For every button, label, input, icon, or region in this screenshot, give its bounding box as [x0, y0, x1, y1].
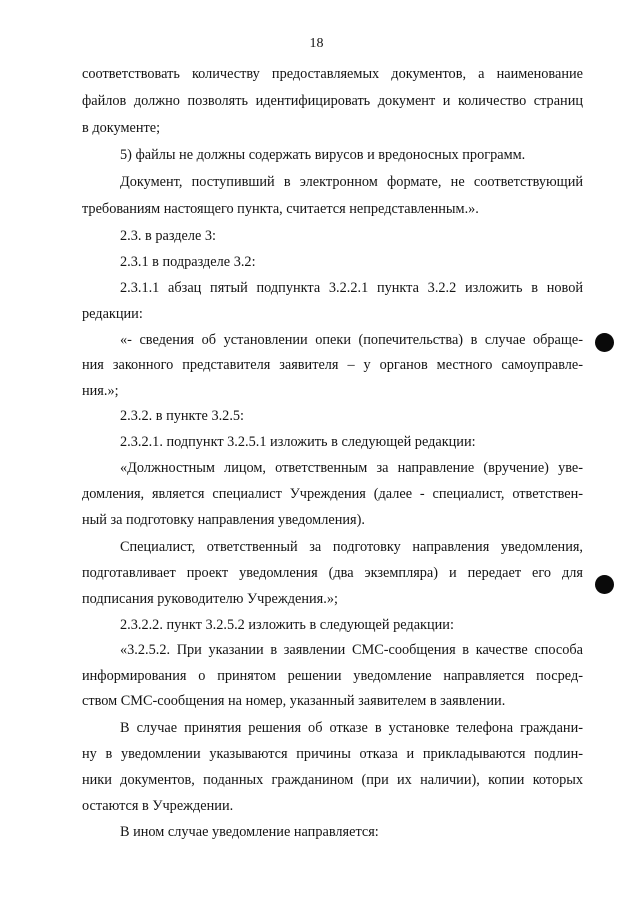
text-line: ники документов, поданных гражданином (при их наличии), копии которых — [82, 772, 583, 788]
text-line: остаются в Учреждении. — [82, 798, 234, 814]
text-line: ный за подготовку направления уведомления). — [82, 512, 365, 528]
text-line: соответствовать количеству предоставляемых документов, а наименование — [82, 66, 583, 82]
text-line: подготавливает проект уведомления (два экземпляра) и передает его для — [82, 565, 583, 581]
text-line: 2.3. в разделе 3: — [120, 228, 217, 244]
text-line: «- сведения об установлении опеки (попечительства) в случае обраще- — [120, 332, 583, 348]
text-line: ния законного представителя заявителя – у органов местного самоуправле- — [82, 357, 583, 373]
text-line: ну в уведомлении указываются причины отказа и прикладываются подлин- — [82, 746, 583, 762]
text-line: редакции: — [82, 306, 143, 322]
text-line: 5) файлы не должны содержать вирусов и вредоносных программ. — [120, 147, 526, 163]
text-line: домления, является специалист Учреждения (далее - специалист, ответствен- — [82, 486, 583, 502]
text-line: «Должностным лицом, ответственным за направление (вручение) уве- — [120, 460, 583, 476]
binder-hole-mark — [595, 333, 614, 352]
text-line: Специалист, ответственный за подготовку направления уведомления, — [120, 539, 583, 555]
binder-hole-mark — [595, 575, 614, 594]
text-line: требованиям настоящего пункта, считается непредставленным.». — [82, 201, 479, 217]
text-line: файлов должно позволять идентифицировать документ и количество страниц — [82, 93, 583, 109]
text-line: 2.3.1.1 абзац пятый подпункта 3.2.2.1 пункта 3.2.2 изложить в новой — [120, 280, 583, 296]
text-line: 2.3.2.1. подпункт 3.2.5.1 изложить в следующей редакции: — [120, 434, 476, 450]
text-line: ством СМС-сообщения на номер, указанный заявителем в заявлении. — [82, 693, 506, 709]
text-line: В ином случае уведомление направляется: — [120, 824, 379, 840]
text-line: в документе; — [82, 120, 161, 136]
text-line: 2.3.1 в подразделе 3.2: — [120, 254, 256, 270]
page-number: 18 — [309, 36, 324, 51]
text-line: подписания руководителю Учреждения.»; — [82, 591, 338, 607]
text-line: 2.3.2.2. пункт 3.2.5.2 изложить в следующей редакции: — [120, 617, 454, 633]
text-line: Документ, поступивший в электронном формате, не соответствующий — [120, 174, 583, 190]
text-line: ния.»; — [82, 383, 119, 399]
text-line: «3.2.5.2. При указании в заявлении СМС-сообщения в качестве способа — [120, 642, 583, 658]
text-line: 2.3.2. в пункте 3.2.5: — [120, 408, 245, 424]
text-line: В случае принятия решения об отказе в установке телефона граждани- — [120, 720, 583, 736]
text-line: информирования о принятом решении уведомление направляется посред- — [82, 668, 583, 684]
